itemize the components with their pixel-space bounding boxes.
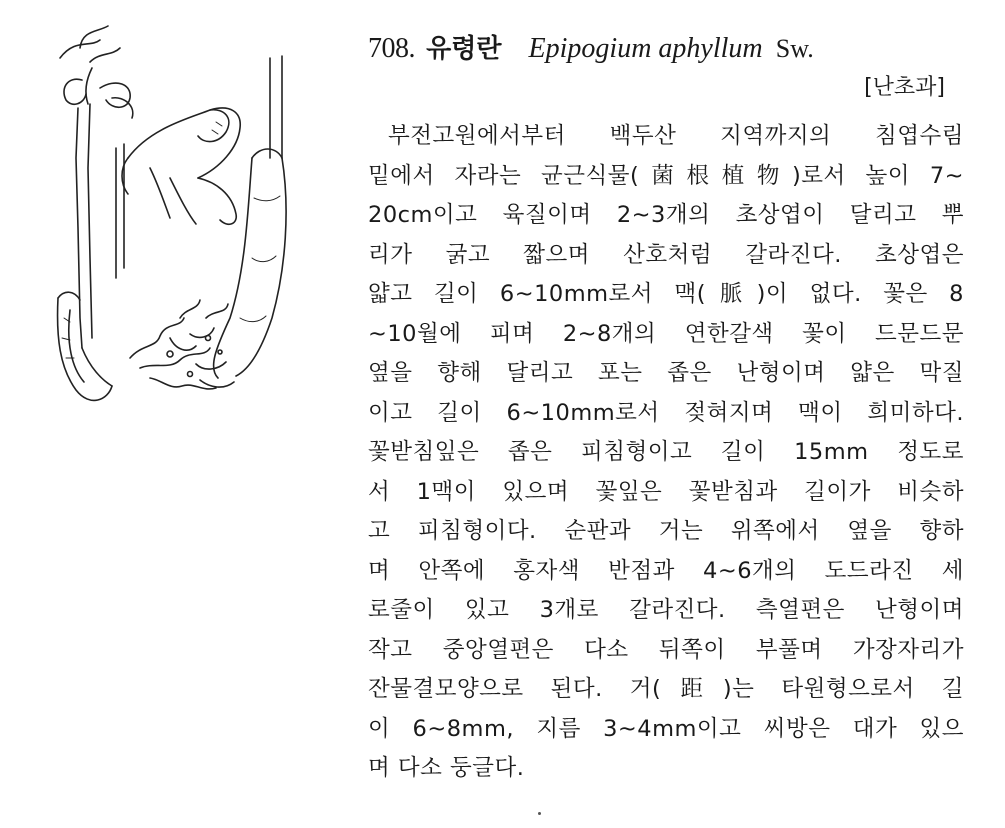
description-line: 밑에서 자라는 균근식물(菌根植物)로서 높이 7~ bbox=[368, 162, 964, 189]
description-line: 로줄이 있고 3개로 갈라진다. 측열편은 난형이며 bbox=[368, 597, 964, 623]
description-line: 얇고 길이 6~10mm로서 맥(脈)이 없다. 꽃은 8 bbox=[368, 281, 964, 307]
description-line: 이 6~8mm, 지름 3~4mm이고 씨방은 대가 있으 bbox=[368, 715, 964, 742]
description-line: 잔물결모양으로 된다. 거(距)는 타원형으로서 길 bbox=[368, 676, 964, 702]
entry-number: 708. bbox=[368, 33, 415, 64]
description-line: 꽃받침잎은 좁은 피침형이고 길이 15mm 정도로 bbox=[368, 439, 964, 465]
scientific-name: Epipogium aphyllum bbox=[528, 33, 763, 64]
author-abbreviation: Sw. bbox=[775, 34, 814, 63]
description-line: 서 1맥이 있으며 꽃잎은 꽃받침과 길이가 비슷하 bbox=[368, 478, 964, 505]
common-name: 유령란 bbox=[426, 34, 502, 64]
description-line: 리가 굵고 짧으며 산호처럼 갈라진다. 초상엽은 bbox=[368, 241, 964, 268]
family-label: [난초과] bbox=[864, 75, 945, 100]
description-line: 고 피침형이다. 순판과 거는 위쪽에서 옆을 향하 bbox=[368, 518, 964, 544]
entry-header bbox=[368, 28, 968, 68]
description-line: 이고 길이 6~10mm로서 젖혀지며 맥이 희미하다. bbox=[368, 399, 964, 426]
description-line: 옆을 향해 달리고 포는 좁은 난형이며 얇은 막질 bbox=[368, 360, 964, 386]
description-line: 부전고원에서부터 백두산 지역까지의 침엽수림 bbox=[388, 123, 964, 149]
description-line: 작고 중앙열편은 다소 뒤쪽이 부풀며 가장자리가 bbox=[368, 636, 964, 663]
description-text bbox=[368, 117, 964, 789]
description-line: 며 안쪽에 홍자색 반점과 4~6개의 도드라진 세 bbox=[368, 557, 964, 584]
scan-speck bbox=[538, 812, 541, 815]
description-line: 20cm이고 육질이며 2~3개의 초상엽이 달리고 뿌 bbox=[368, 202, 964, 228]
plant-illustration bbox=[20, 18, 350, 418]
description-line: ~10월에 피며 2~8개의 연한갈색 꽃이 드문드문 bbox=[368, 320, 964, 347]
description-line: 며 다소 둥글다. bbox=[368, 755, 525, 781]
